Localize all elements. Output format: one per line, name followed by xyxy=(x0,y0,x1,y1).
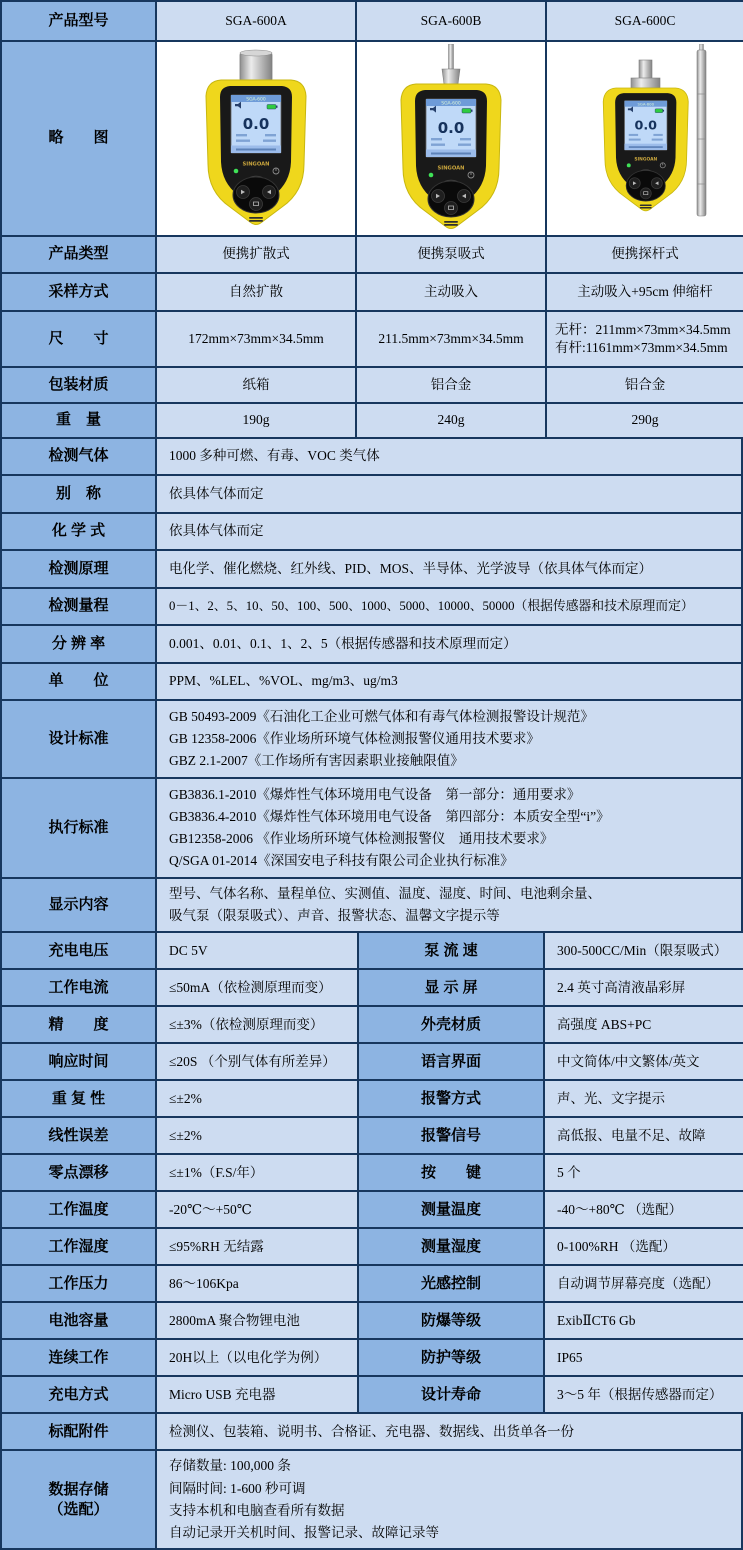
row-label-charging-voltage: 充电电压 xyxy=(2,933,157,970)
row-label-response-time: 响应时间 xyxy=(2,1044,157,1081)
charging-voltage-value: DC 5V xyxy=(157,933,359,970)
table-row xyxy=(2,1044,743,1081)
design-life-value: 3～5 年（根据传感器而定） xyxy=(545,1377,743,1414)
packaging-a: 纸箱 xyxy=(157,368,357,404)
row-label-weight: 重 量 xyxy=(2,404,157,439)
table-row xyxy=(2,779,743,879)
row-label-resolution: 分 辨 率 xyxy=(2,626,157,664)
alarm-mode-value: 声、光、文字提示 xyxy=(545,1081,743,1118)
linearity-error-value: ≤±2% xyxy=(157,1118,359,1155)
explosionproof-grade-value: ExibⅡCT6 Gb xyxy=(545,1303,743,1340)
sketch-row xyxy=(2,42,743,237)
working-pressure-value: 86～106Kpa xyxy=(157,1266,359,1303)
table-row xyxy=(2,368,743,404)
executive-standard-line: GB3836.4-2010《爆炸性气体环境用电气设备 第四部分：本质安全型“i”》 xyxy=(169,808,610,824)
pump-flow-value: 300-500CC/Min（限泵吸式） xyxy=(545,933,743,970)
row-label-working-humidity: 工作湿度 xyxy=(2,1229,157,1266)
table-row xyxy=(2,312,743,368)
row-label-light-control: 光感控制 xyxy=(359,1266,545,1303)
measure-temperature-value: -40～+80℃ （选配） xyxy=(545,1192,743,1229)
packaging-b: 铝合金 xyxy=(357,368,547,404)
device-image-sga600a-cell xyxy=(157,42,357,237)
table-row xyxy=(2,476,743,514)
row-label-continuous-work: 连续工作 xyxy=(2,1340,157,1377)
detection-principle-value: 电化学、催化燃烧、红外线、PID、MOS、半导体、光学波导（依具体气体而定） xyxy=(157,551,743,589)
zero-drift-value: ≤±1%（F.S/年） xyxy=(157,1155,359,1192)
design-standard-line: GB 50493-2009《石油化工企业可燃气体和有毒气体检测报警设计规范》 xyxy=(169,708,594,724)
row-label-buttons: 按 键 xyxy=(359,1155,545,1192)
table-row xyxy=(2,626,743,664)
table-row xyxy=(2,1303,743,1340)
row-label-display-content: 显示内容 xyxy=(2,879,157,933)
model-name-sga600b: SGA-600B xyxy=(357,2,547,42)
table-row xyxy=(2,970,743,1007)
row-label-measure-temperature: 测量温度 xyxy=(359,1192,545,1229)
row-label-detected-gas: 检测气体 xyxy=(2,439,157,476)
row-label-display-screen: 显 示 屏 xyxy=(359,970,545,1007)
row-label-working-temperature: 工作温度 xyxy=(2,1192,157,1229)
resolution-value: 0.001、0.01、0.1、1、2、5（根据传感器和技术原理而定） xyxy=(157,626,743,664)
row-label-shell-material: 外壳材质 xyxy=(359,1007,545,1044)
executive-standard-line: Q/SGA 01-2014《深国安电子科技有限公司企业执行标准》 xyxy=(169,853,514,869)
working-current-value: ≤50mA（依检测原理而变） xyxy=(157,970,359,1007)
row-label-design-life: 设计寿命 xyxy=(359,1377,545,1414)
row-label-working-pressure: 工作压力 xyxy=(2,1266,157,1303)
table-row xyxy=(2,933,743,970)
working-temperature-value: -20℃～+50℃ xyxy=(157,1192,359,1229)
table-row xyxy=(2,1340,743,1377)
table-row xyxy=(2,404,743,439)
language-value: 中文简体/中文繁体/英文 xyxy=(545,1044,743,1081)
data-storage-line: 存储数量: 100,000 条 xyxy=(169,1458,291,1474)
table-row xyxy=(2,1229,743,1266)
weight-b: 240g xyxy=(357,404,547,439)
row-label-design-standard: 设计标准 xyxy=(2,701,157,779)
row-label-pump-flow: 泵 流 速 xyxy=(359,933,545,970)
device-image-sga600b-cell xyxy=(357,42,547,237)
row-label-battery-capacity: 电池容量 xyxy=(2,1303,157,1340)
row-label-sampling-method: 采样方式 xyxy=(2,274,157,312)
table-row xyxy=(2,1192,743,1229)
measure-humidity-value: 0-100%RH （选配） xyxy=(545,1229,743,1266)
row-label-sketch: 略 图 xyxy=(2,42,157,237)
product-type-c: 便携探杆式 xyxy=(547,237,743,274)
row-label-chemical-formula: 化 学 式 xyxy=(2,514,157,551)
accuracy-value: ≤±3%（依检测原理而变） xyxy=(157,1007,359,1044)
device-image-diffusion-icon xyxy=(181,44,331,234)
buttons-value: 5 个 xyxy=(545,1155,743,1192)
row-label-packaging: 包装材质 xyxy=(2,368,157,404)
row-label-alarm-mode: 报警方式 xyxy=(359,1081,545,1118)
device-image-sga600c-cell xyxy=(547,42,743,237)
design-standard-line: GB 12358-2006《作业场所环境气体检测报警仪通用技术要求》 xyxy=(169,730,540,746)
table-row xyxy=(2,439,743,476)
row-label-zero-drift: 零点漂移 xyxy=(2,1155,157,1192)
row-label-language: 语言界面 xyxy=(359,1044,545,1081)
continuous-work-value: 20H以上（以电化学为例） xyxy=(157,1340,359,1377)
row-label-working-current: 工作电流 xyxy=(2,970,157,1007)
table-header-row xyxy=(2,2,743,42)
dimensions-a: 172mm×73mm×34.5mm xyxy=(157,312,357,368)
table-row xyxy=(2,274,743,312)
table-row xyxy=(2,1451,743,1550)
header-label-product-model: 产品型号 xyxy=(2,2,157,42)
table-row xyxy=(2,701,743,779)
weight-c: 290g xyxy=(547,404,743,439)
row-label-measure-humidity: 测量湿度 xyxy=(359,1229,545,1266)
weight-a: 190g xyxy=(157,404,357,439)
unit-value: PPM、%LEL、%VOL、mg/m3、ug/m3 xyxy=(157,664,743,701)
standard-accessories-value: 检测仪、包装箱、说明书、合格证、充电器、数据线、出货单各一份 xyxy=(157,1414,743,1451)
table-row xyxy=(2,551,743,589)
table-row xyxy=(2,237,743,274)
model-name-sga600c: SGA-600C xyxy=(547,2,743,42)
dimensions-c xyxy=(547,312,743,368)
data-storage-value xyxy=(157,1451,743,1550)
detection-range-value: 0－1、2、5、10、50、100、500、1000、5000、10000、50000（根据传感器和技术原理而定） xyxy=(157,589,743,626)
sampling-c: 主动吸入+95cm 伸缩杆 xyxy=(547,274,743,312)
table-row xyxy=(2,1155,743,1192)
detected-gas-value: 1000 多种可燃、有毒、VOC 类气体 xyxy=(157,439,743,476)
display-content-line: 型号、气体名称、量程单位、实测值、温度、湿度、时间、电池剩余量、 xyxy=(169,886,601,901)
alarm-signal-value: 高低报、电量不足、故障 xyxy=(545,1118,743,1155)
product-type-a: 便携扩散式 xyxy=(157,237,357,274)
data-storage-line: 间隔时间: 1-600 秒可调 xyxy=(169,1480,306,1496)
shell-material-value: 高强度 ABS+PC xyxy=(545,1007,743,1044)
row-label-data-storage xyxy=(2,1451,157,1550)
dimensions-c-line2: 有杆:1161mm×73mm×34.5mm xyxy=(555,340,728,355)
charging-method-value: Micro USB 充电器 xyxy=(157,1377,359,1414)
row-label-repeatability: 重 复 性 xyxy=(2,1081,157,1118)
table-row xyxy=(2,589,743,626)
sampling-b: 主动吸入 xyxy=(357,274,547,312)
row-label-standard-accessories: 标配附件 xyxy=(2,1414,157,1451)
light-control-value: 自动调节屏幕亮度（选配） xyxy=(545,1266,743,1303)
display-content-value xyxy=(157,879,743,933)
row-label-alias: 别 称 xyxy=(2,476,157,514)
display-content-line: 吸气泵（限泵吸式）、声音、报警状态、温馨文字提示等 xyxy=(169,908,500,924)
table-row xyxy=(2,1081,743,1118)
table-row xyxy=(2,514,743,551)
design-standard-line: GBZ 2.1-2007《工作场所有害因素职业接触限值》 xyxy=(169,753,464,769)
row-label-protection-grade: 防护等级 xyxy=(359,1340,545,1377)
row-label-executive-standard: 执行标准 xyxy=(2,779,157,879)
telescopic-rod-icon xyxy=(697,50,706,216)
executive-standard-line: GB12358-2006 《作业场所环境气体检测报警仪 通用技术要求》 xyxy=(169,831,554,846)
row-label-alarm-signal: 报警信号 xyxy=(359,1118,545,1155)
device-image-pump-icon xyxy=(376,44,526,234)
row-label-product-type: 产品类型 xyxy=(2,237,157,274)
device-image-probe-icon xyxy=(570,44,720,234)
row-label-dimensions: 尺 寸 xyxy=(2,312,157,368)
packaging-c: 铝合金 xyxy=(547,368,743,404)
chemical-formula-value: 依具体气体而定 xyxy=(157,514,743,551)
model-name-sga600a: SGA-600A xyxy=(157,2,357,42)
alias-value: 依具体气体而定 xyxy=(157,476,743,514)
table-row xyxy=(2,1118,743,1155)
executive-standard-value xyxy=(157,779,743,879)
working-humidity-value: ≤95%RH 无结露 xyxy=(157,1229,359,1266)
table-row xyxy=(2,1377,743,1414)
executive-standard-line: GB3836.1-2010《爆炸性气体环境用电气设备 第一部分：通用要求》 xyxy=(169,786,581,802)
battery-capacity-value: 2800mA 聚合物锂电池 xyxy=(157,1303,359,1340)
data-storage-line: 自动记录开关机时间、报警记录、故障记录等 xyxy=(169,1525,439,1541)
data-storage-line: 支持本机和电脑查看所有数据 xyxy=(169,1502,345,1518)
data-storage-label-line2: （选配） xyxy=(48,1500,109,1518)
row-label-accuracy: 精 度 xyxy=(2,1007,157,1044)
dimensions-c-line1: 无杆：211mm×73mm×34.5mm xyxy=(555,321,731,337)
table-row xyxy=(2,664,743,701)
table-row xyxy=(2,1414,743,1451)
sampling-a: 自然扩散 xyxy=(157,274,357,312)
product-type-b: 便携泵吸式 xyxy=(357,237,547,274)
row-label-unit: 单 位 xyxy=(2,664,157,701)
response-time-value: ≤20S （个别气体有所差异） xyxy=(157,1044,359,1081)
table-row xyxy=(2,879,743,933)
repeatability-value: ≤±2% xyxy=(157,1081,359,1118)
row-label-linearity-error: 线性误差 xyxy=(2,1118,157,1155)
row-label-explosionproof-grade: 防爆等级 xyxy=(359,1303,545,1340)
table-row xyxy=(2,1007,743,1044)
table-row xyxy=(2,1266,743,1303)
display-screen-value: 2.4 英寸高清液晶彩屏 xyxy=(545,970,743,1007)
row-label-detection-principle: 检测原理 xyxy=(2,551,157,589)
row-label-charging-method: 充电方式 xyxy=(2,1377,157,1414)
row-label-detection-range: 检测量程 xyxy=(2,589,157,626)
dimensions-b: 211.5mm×73mm×34.5mm xyxy=(357,312,547,368)
data-storage-label-line1: 数据存储 xyxy=(48,1480,109,1498)
protection-grade-value: IP65 xyxy=(545,1340,743,1377)
design-standard-value xyxy=(157,701,743,779)
